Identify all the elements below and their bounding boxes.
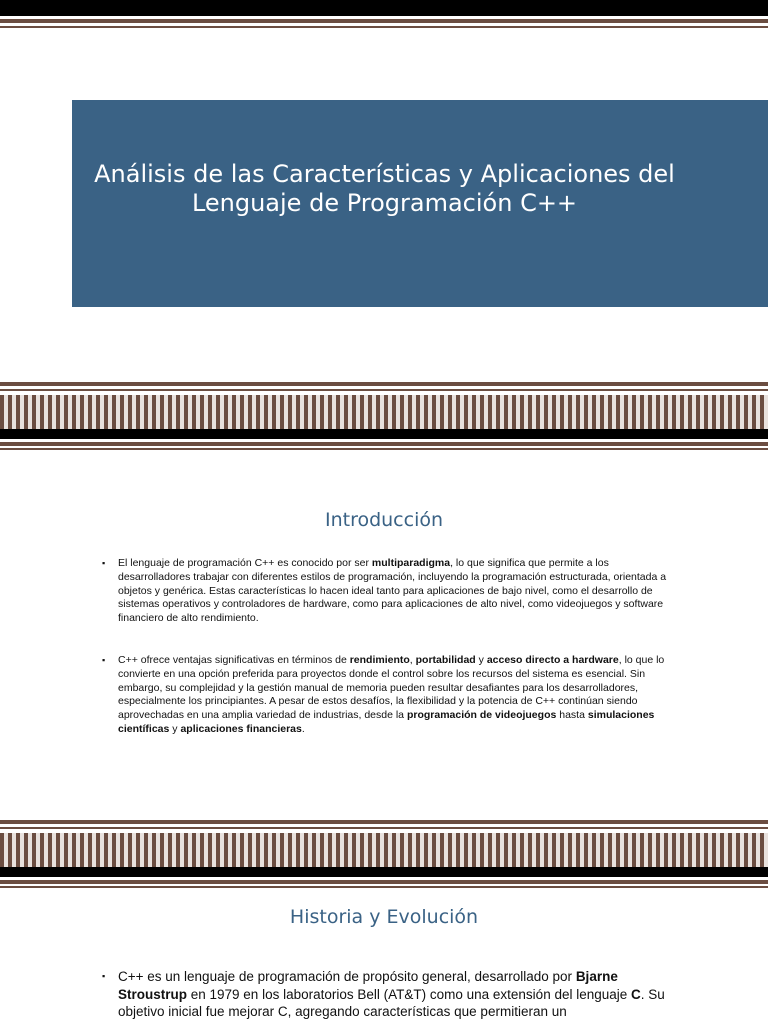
- bullet-icon: ▪: [102, 971, 106, 981]
- slide-separator: [0, 382, 768, 450]
- list-item: ▪ C++ ofrece ventajas significativas en términos de rendimiento, portabilidad y acceso directo a hardware, lo que lo convierte en una opción preferida para proyectos donde el control sobre los recursos del sistema es esencial. Sin embargo, su complejidad y la gestión manual de memoria pueden resultar desafiantes para los desarrolladores, especialmente los principiantes. A pesar de estos desafíos, la flexibilidad y la potencia de C++ continúan siendo aprovechadas en una amplia variedad de industrias, desde la programación de videojuegos hasta simulaciones científicas y aplicaciones financieras.: [102, 653, 665, 735]
- top-decorative-band: [0, 0, 768, 30]
- list-item: ▪ C++ es un lenguaje de programación de propósito general, desarrollado por Bjarne Stroustrup en 1979 en los laboratorios Bell (AT&T) como una extensión del lenguaje C. Su objetivo inicial fue mejorar C, agregando características que permitieran un: [102, 969, 665, 1019]
- striped-band: [0, 395, 768, 429]
- title-line-2: Lenguaje de Programación C++: [191, 189, 578, 217]
- slide-separator: [0, 820, 768, 888]
- intro-bullet-list: [100, 557, 670, 765]
- history-heading: Historia y Evolución: [289, 906, 479, 928]
- striped-band: [0, 833, 768, 867]
- list-item: ▪ El lenguaje de programación C++ es conocido por ser multiparadigma, lo que significa que permite a los desarrolladores trabajar con diferentes estilos de programación, incluyendo la programación estructurada, orientada a objetos y genérica. Estas características lo hacen ideal tanto para aplicaciones de bajo nivel, como el desarrollo de sistemas operativos y controladores de hardware, como para aplicaciones de alto nivel, como videojuegos y software financiero de alto rendimiento.: [102, 557, 667, 625]
- top-black-bar: [0, 0, 768, 16]
- document-title: [72, 160, 697, 218]
- title-line-1: Análisis de las Características y Aplicaciones del: [94, 160, 675, 188]
- history-bullet-list: [100, 968, 680, 1021]
- top-brown-thin-line: [0, 26, 768, 28]
- bullet-icon: ▪: [102, 654, 106, 665]
- bullet-icon: ▪: [102, 558, 106, 568]
- top-brown-line: [0, 19, 768, 23]
- title-box: [72, 100, 768, 307]
- intro-heading: Introducción: [324, 509, 444, 531]
